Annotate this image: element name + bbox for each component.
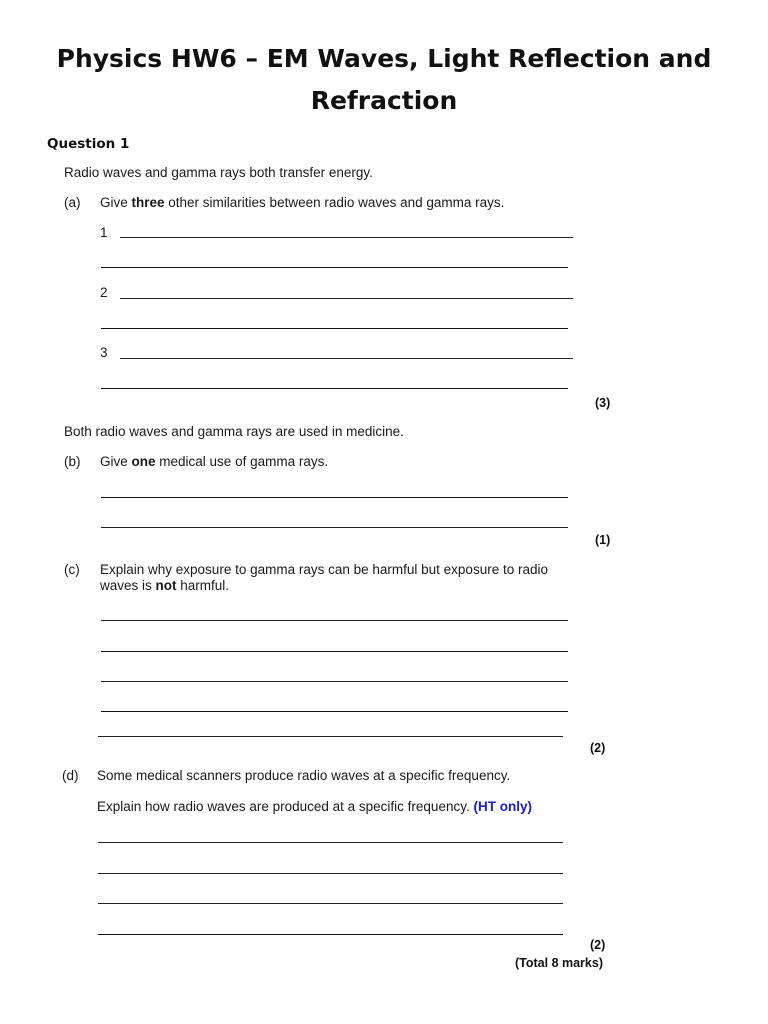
- part-c-prompt-bold: not: [155, 578, 177, 593]
- answer-line-a3-second[interactable]: [101, 388, 568, 389]
- page-title-line-1: Physics HW6 – EM Waves, Light Reflection and: [56, 44, 712, 73]
- answer-line-d2[interactable]: [98, 873, 563, 874]
- answer-line-c4[interactable]: [101, 711, 568, 712]
- question-heading: Question 1: [47, 136, 130, 152]
- answer-line-d1[interactable]: [98, 842, 563, 843]
- answer-number-3: 3: [100, 345, 108, 360]
- part-c-prompt-line-2: [100, 578, 229, 593]
- part-d-prompt-line-2-text: Explain how radio waves are produced at a specific frequency.: [97, 799, 470, 814]
- part-b-prompt-start: Give: [100, 454, 132, 469]
- part-d-label: (d): [62, 768, 79, 783]
- part-c-prompt-line-1: Explain why exposure to gamma rays can be harmful but exposure to radio: [100, 562, 548, 577]
- answer-line-a1-second[interactable]: [101, 267, 568, 268]
- part-a-label: (a): [64, 195, 81, 210]
- answer-number-2: 2: [100, 285, 108, 300]
- part-d-prompt-line-1: Some medical scanners produce radio waves at a specific frequency.: [97, 768, 511, 783]
- part-c-prompt-line-2-end: harmful.: [176, 578, 230, 593]
- part-a-prompt-start: Give: [100, 195, 132, 210]
- answer-line-a2-first[interactable]: [120, 298, 573, 299]
- part-c-marks: (2): [590, 741, 606, 755]
- part-b-label: (b): [64, 454, 81, 469]
- answer-line-a2-second[interactable]: [101, 328, 568, 329]
- answer-number-1: 1: [100, 225, 108, 240]
- total-marks: (Total 8 marks): [515, 956, 603, 970]
- part-b-prompt: [100, 454, 328, 469]
- answer-line-a1-first[interactable]: [120, 237, 573, 238]
- answer-line-c1[interactable]: [101, 620, 568, 621]
- context-medicine: Both radio waves and gamma rays are used in medicine.: [64, 424, 404, 439]
- answer-line-c5[interactable]: [98, 736, 563, 737]
- part-b-prompt-bold: one: [131, 454, 156, 469]
- answer-line-c2[interactable]: [101, 651, 568, 652]
- answer-line-c3[interactable]: [101, 681, 568, 682]
- higher-tier-badge: (HT only): [473, 799, 532, 814]
- part-a-marks: (3): [595, 396, 611, 410]
- question-intro: Radio waves and gamma rays both transfer energy.: [64, 165, 373, 180]
- part-a-prompt-bold: three: [131, 195, 165, 210]
- answer-line-b2[interactable]: [101, 527, 568, 528]
- part-c-label: (c): [64, 562, 80, 577]
- part-d-marks: (2): [590, 938, 606, 952]
- answer-line-d4[interactable]: [98, 934, 563, 935]
- answer-line-d3[interactable]: [98, 903, 563, 904]
- part-c-prompt-line-2-start: waves is: [100, 578, 156, 593]
- part-b-prompt-end: medical use of gamma rays.: [155, 454, 329, 469]
- part-a-prompt: [100, 195, 504, 210]
- answer-line-a3-first[interactable]: [120, 358, 573, 359]
- part-b-marks: (1): [595, 533, 611, 547]
- part-d-prompt-line-2: [97, 799, 532, 814]
- answer-line-b1[interactable]: [101, 497, 568, 498]
- page-title-line-2: Refraction: [310, 86, 458, 115]
- part-a-prompt-end: other similarities between radio waves and gamma rays.: [164, 195, 505, 210]
